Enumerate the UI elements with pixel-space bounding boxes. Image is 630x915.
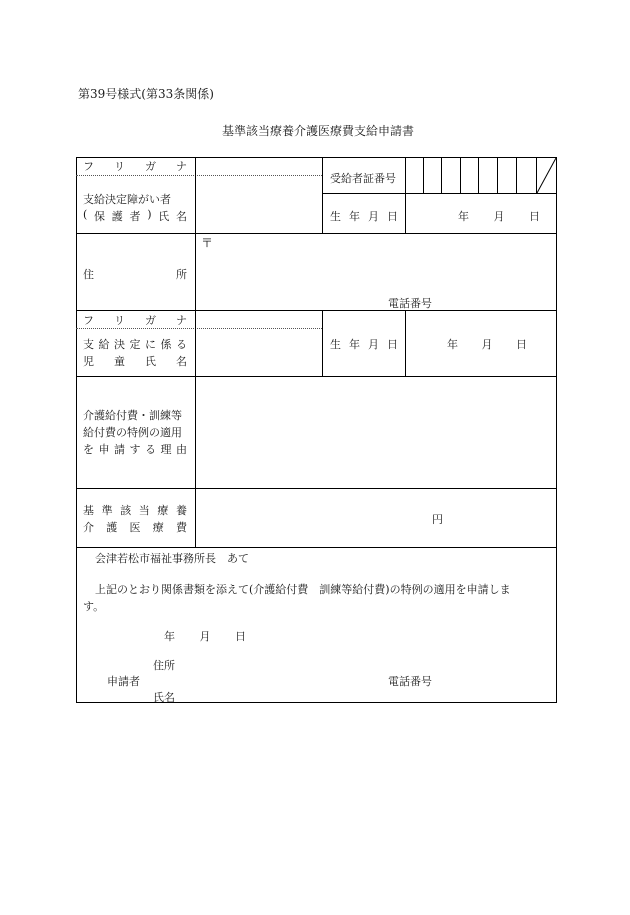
cost-label-2: 介 護 医 療 費 <box>83 521 187 534</box>
address-label: 住 所 <box>83 268 187 281</box>
child-name-label: 支 給 決 定 に 係 る <box>83 338 187 351</box>
reason-label-2: 給付費の特例の適用 <box>83 426 182 439</box>
form-number: 第39号様式(第33条関係) <box>78 87 214 101</box>
recipient-name-label: 支給決定障がい者 <box>83 193 171 206</box>
child-birthdate-value: 年 月 日 <box>447 338 527 351</box>
applicant-label: 申請者 <box>107 675 140 688</box>
recipient-name-label-2: ( 保 護 者 ) 氏 名 <box>83 208 187 223</box>
recipient-number-label: 受給者証番号 <box>330 172 396 185</box>
reason-label-3: を 申 請 す る 理 由 <box>83 443 187 456</box>
application-date: 年 月 日 <box>164 630 246 643</box>
applicant-name-label: 氏名 <box>153 691 175 704</box>
birthdate-value: 年 月 日 <box>458 210 540 223</box>
reason-label-1: 介護給付費・訓練等 <box>83 409 182 422</box>
child-name-label-2: 児 童 氏 名 <box>83 355 187 368</box>
applicant-phone-label: 電話番号 <box>388 675 432 688</box>
phone-label: 電話番号 <box>388 297 432 310</box>
yen-label: 円 <box>432 513 443 526</box>
statement-line-2: す。 <box>83 600 105 613</box>
diagonal-slash <box>536 157 557 194</box>
cost-label-1: 基 準 該 当 療 養 <box>83 504 187 517</box>
furigana-label: フ リ ガ ナ <box>83 160 187 173</box>
postal-mark: 〒 <box>201 236 214 250</box>
applicant-address-label: 住所 <box>153 659 175 672</box>
statement-line-1: 上記のとおり関係書類を添えて(介護給付費 訓練等給付費)の特例の適用を申請しま <box>95 583 511 596</box>
addressee: 会津若松市福祉事務所長 あて <box>95 552 249 565</box>
birthdate-label: 生 年 月 日 <box>330 210 398 223</box>
child-furigana-label: フ リ ガ ナ <box>83 314 187 327</box>
form-title: 基準該当療養介護医療費支給申請書 <box>222 124 415 138</box>
child-birthdate-label: 生 年 月 日 <box>330 338 398 351</box>
